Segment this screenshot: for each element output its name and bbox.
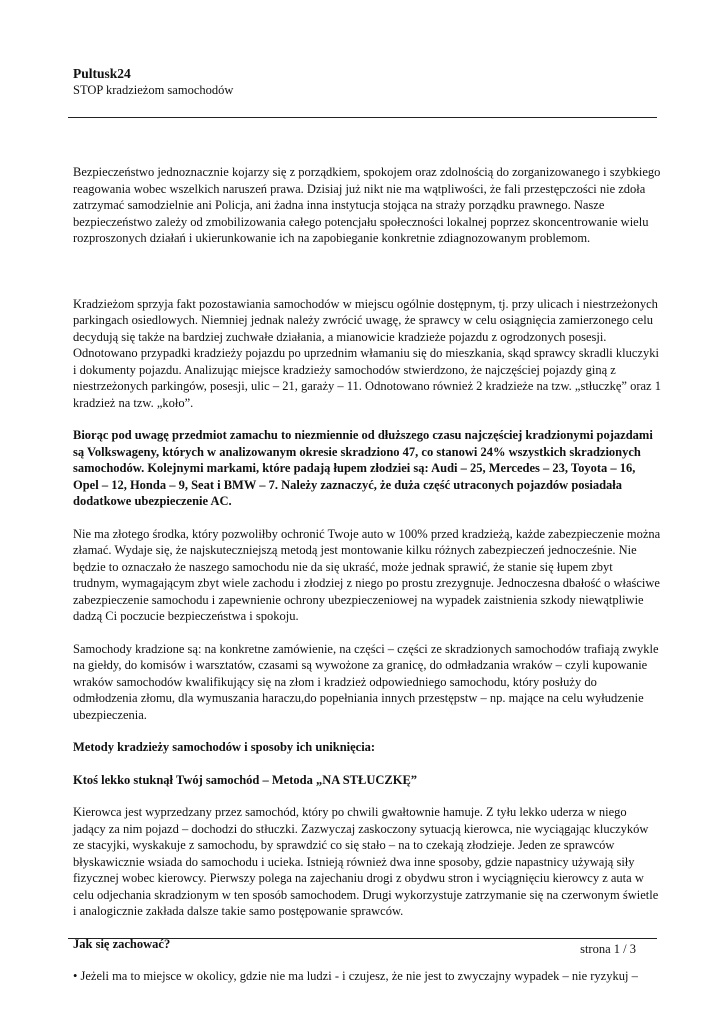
paragraph-statistics: Biorąc pod uwagę przedmiot zamachu to niezmiennie od dłuższego czasu najczęściej kradzionymi pojazdami są Volkswageny, których w analizowanym okresie skradziono 47, co stanowi 24% wszystkich skradzionych samochodów. Kolejnymi markami, które padają łupem złodziei są: Audi – 25, Mercedes – 23, Toyota – 16, Opel – 12, Honda – 9, Seat i BMW – 7. Należy zaznaczyć, że duża część utraconych pojazdów posiadała dodatkowe ubezpieczenie AC. [73, 428, 653, 508]
paragraph-circumstances: Kradzieżom sprzyja fakt pozostawiania samochodów w miejscu ogólnie dostępnym, tj. przy ulicach i niestrzeżonych parkingach osiedlowych. Niemniej jednak należy zwrócić uwagę, że sprawcy w celu osiągnięcia zamierzonego celu decydują się także na bardziej zuchwałe działania, a mianowicie kradzieże pojazdu z ogrodzonych posesji. Odnotowano przypadki kradzieży pojazdu po uprzednim włamaniu się do mieszkania, skąd sprawcy skradli kluczyki i dokumenty pojazdu. Analizując miejsce kradzieży samochodów stwierdzono, że najczęściej pojazdy giną z niestrzeżonych parkingów, posesji, ulic – 21, garaży – 11. Odnotowano również 2 kradzieże na tzw. „stłuczkę” oraz 1 kradzież na tzw. „koło”. [73, 296, 661, 410]
paragraph-bullet-advice: • Jeżeli ma to miejsce w okolicy, gdzie nie ma ludzi - i czujesz, że nie jest to zwyczajny wypadek – nie ryzykuj – [73, 969, 638, 983]
article-body [73, 164, 661, 1001]
heading-methods: Metody kradzieży samochodów i sposoby ich uniknięcia: [73, 740, 376, 754]
header-divider [68, 117, 657, 118]
paragraph-intro: Bezpieczeństwo jednoznacznie kojarzy się z porządkiem, spokojem oraz zdolnością do zorganizowanego i szybkiego reagowania wobec wszelkich naruszeń prawa. Dzisiaj już nikt nie ma wątpliwości, że fali przestępczości nie zdoła zatrzymać samodzielnie ani Policja, ani żadna inna instytucja stojąca na straży porządku prawnego. Nasze bezpieczeństwo zależy od zmobilizowania całego potencjału społeczności lokalnej poprzez skoncentrowanie wielu rozproszonych działań i ukierunkowanie ich na zapobieganie konkretnie zdiagnozowanym problemom. [73, 165, 661, 245]
paragraph-purposes: Samochody kradzione są: na konkretne zamówienie, na części – części ze skradzionych samochodów trafiają zwykle na giełdy, do komisów i warsztatów, czasami są wywożone za granicę, do odmładzania wraków – czyli kupowanie wraków samochodów kwalifikujący się na złom i kradzież odpowiedniego samochodu, który posłuży do odmłodzenia złomu, dla wymuszania haraczu,do popełniania innych przestępstw – np. mające na celu wyłudzenie ubezpieczenia. [73, 641, 659, 722]
page-number: strona 1 / 3 [580, 942, 636, 956]
article-subtitle: STOP kradzieżom samochodów [73, 83, 234, 97]
footer-divider [68, 938, 657, 939]
paragraph-bump-description: Kierowca jest wyprzedzany przez samochód, który po chwili gwałtownie hamuje. Z tyłu lekko uderza w niego jadący za nim pojazd – dochodzi do stłuczki. Zazwyczaj zaskoczony sytuacją kierowca, nie wyciągając kluczyków ze stacyjki, wyskakuje z samochodu, by sprawdzić co się stało – na to czekają złodzieje. Jeden ze sprawców błyskawicznie wsiada do samochodu i ucieka. Istnieją również dwa inne sposoby, gdzie napastnicy używają siły fizycznej wobec kierowcy. Pierwszy polega na zajechaniu drogi z obydwu stron i wyciągnięciu kierowcy z auta w celu odjechania skradzionym w ten sposób samochodem. Drugi wykorzystuje zatrzymanie się na czerwonym świetle i analogicznie zakłada dalsze takie samo postępowanie sprawców. [73, 805, 659, 918]
heading-how-to-behave: Jak się zachować? [73, 936, 171, 951]
paragraph-protection: Nie ma złotego środka, który pozwoliłby ochronić Twoje auto w 100% przed kradzieżą, każde zabezpieczenie można złamać. Wydaje się, że najskuteczniejszą metodą jest montowanie kilku różnych zabezpieczeń jednocześnie. Nie będzie to oznaczało że naszego samochodu nie da się ukraść, może jednak sprawić, że stanie się łupem zbyt trudnym, wymagającym zbyt wiele zachodu i złodziej z niego po prostu zrezygnuje. Jednoczesna dbałość o właściwe zabezpieczenie samochodu i zapewnienie ochrony ubezpieczeniowej na wypadek zaistnienia szkody niewątpliwie dadzą Ci poczucie bezpieczeństwa i spokoju. [73, 526, 661, 623]
page-header [73, 66, 653, 98]
site-title: Pultusk24 [73, 66, 131, 81]
heading-bump-method: Ktoś lekko stuknął Twój samochód – Metoda „NA STŁUCZKĘ” [73, 772, 418, 787]
